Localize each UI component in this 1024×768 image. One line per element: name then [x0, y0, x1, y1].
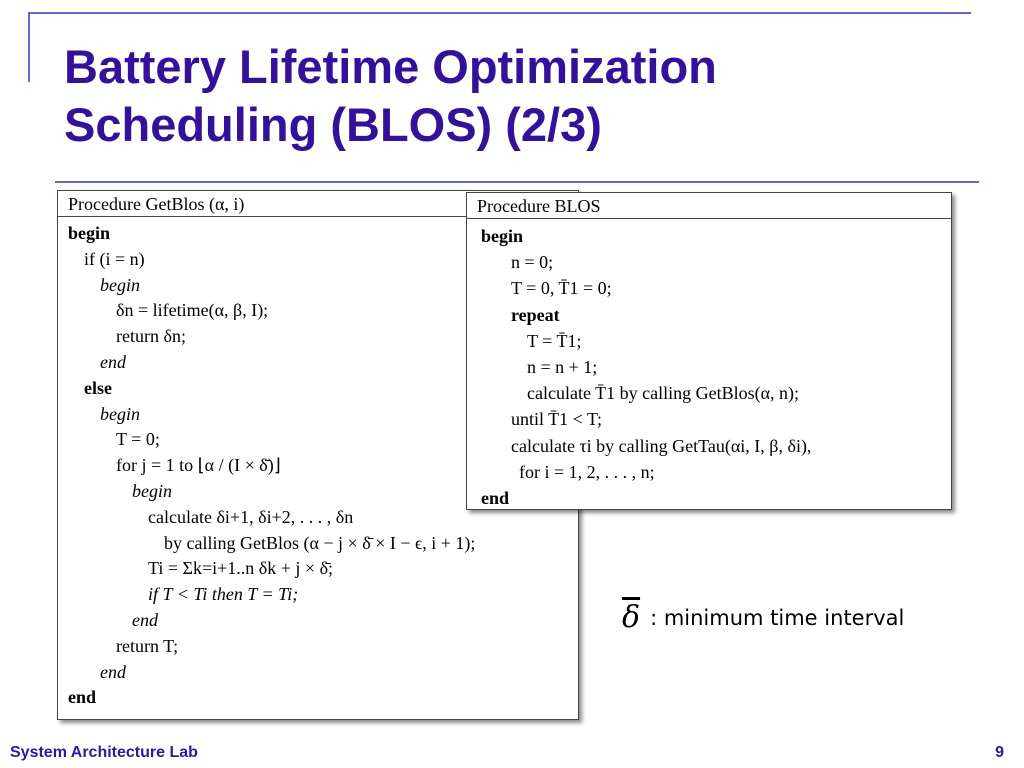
code-line: end — [132, 609, 158, 630]
footer-lab-name: System Architecture Lab — [10, 744, 198, 761]
blos-header: Procedure BLOS — [467, 193, 951, 219]
code-line: calculate δi+1, δi+2, . . . , δn — [148, 506, 354, 527]
code-line: calculate τi by calling GetTau(αi, I, β, δi), — [511, 435, 812, 456]
code-line: Ti = Σk=i+1..n δk + j × δ̄; — [148, 558, 334, 579]
code-line: if (i = n) — [84, 248, 145, 269]
code-line: by calling GetBlos (α − j × δ̄ × I − ϵ, i + 1); — [164, 532, 476, 553]
code-line: for j = 1 to ⌊α / (I × δ̄)⌋ — [116, 455, 281, 476]
code-line: begin — [132, 480, 172, 501]
code-line: n = 0; — [511, 252, 554, 273]
blos-procedure-box — [466, 192, 952, 510]
code-line: end — [100, 661, 126, 682]
code-line: T = 0, T̄1 = 0; — [511, 278, 612, 299]
getblos-header: Procedure GetBlos (α, i) — [58, 191, 578, 217]
code-line: n = n + 1; — [527, 356, 598, 377]
page-number: 9 — [995, 744, 1004, 761]
slide-title — [64, 38, 964, 154]
delta-legend — [622, 598, 904, 638]
legend-text: : minimum time interval — [650, 606, 905, 630]
title-line-2: Scheduling (BLOS) (2/3) — [64, 98, 602, 151]
code-line: begin — [100, 403, 140, 424]
code-line: return δn; — [116, 326, 186, 347]
code-line: end — [68, 687, 97, 708]
blos-body — [467, 219, 951, 511]
code-line: T = 0; — [116, 429, 160, 450]
code-line: repeat — [511, 304, 560, 325]
code-line: calculate T̄1 by calling GetBlos(α, n); — [527, 383, 800, 404]
code-line: T = T̄1; — [527, 330, 582, 351]
code-line: end — [100, 351, 126, 372]
code-line: return T; — [116, 635, 179, 656]
code-line: if T < Ti then T = Ti; — [148, 584, 299, 605]
code-line: end — [481, 487, 510, 508]
code-line: until T̄1 < T; — [511, 409, 603, 430]
code-line: begin — [68, 223, 111, 243]
code-line: begin — [100, 274, 140, 295]
frame-left-line — [28, 12, 30, 82]
code-line: δn = lifetime(α, β, I); — [116, 300, 269, 321]
delta-bar-symbol: $\overline{\delta}$ — [622, 600, 641, 635]
title-line-1: Battery Lifetime Optimization — [64, 40, 717, 93]
frame-top-line — [28, 12, 971, 14]
title-divider — [55, 181, 979, 183]
code-line: else — [84, 377, 112, 398]
code-line: for i = 1, 2, . . . , n; — [519, 461, 655, 482]
code-line: begin — [481, 226, 524, 246]
